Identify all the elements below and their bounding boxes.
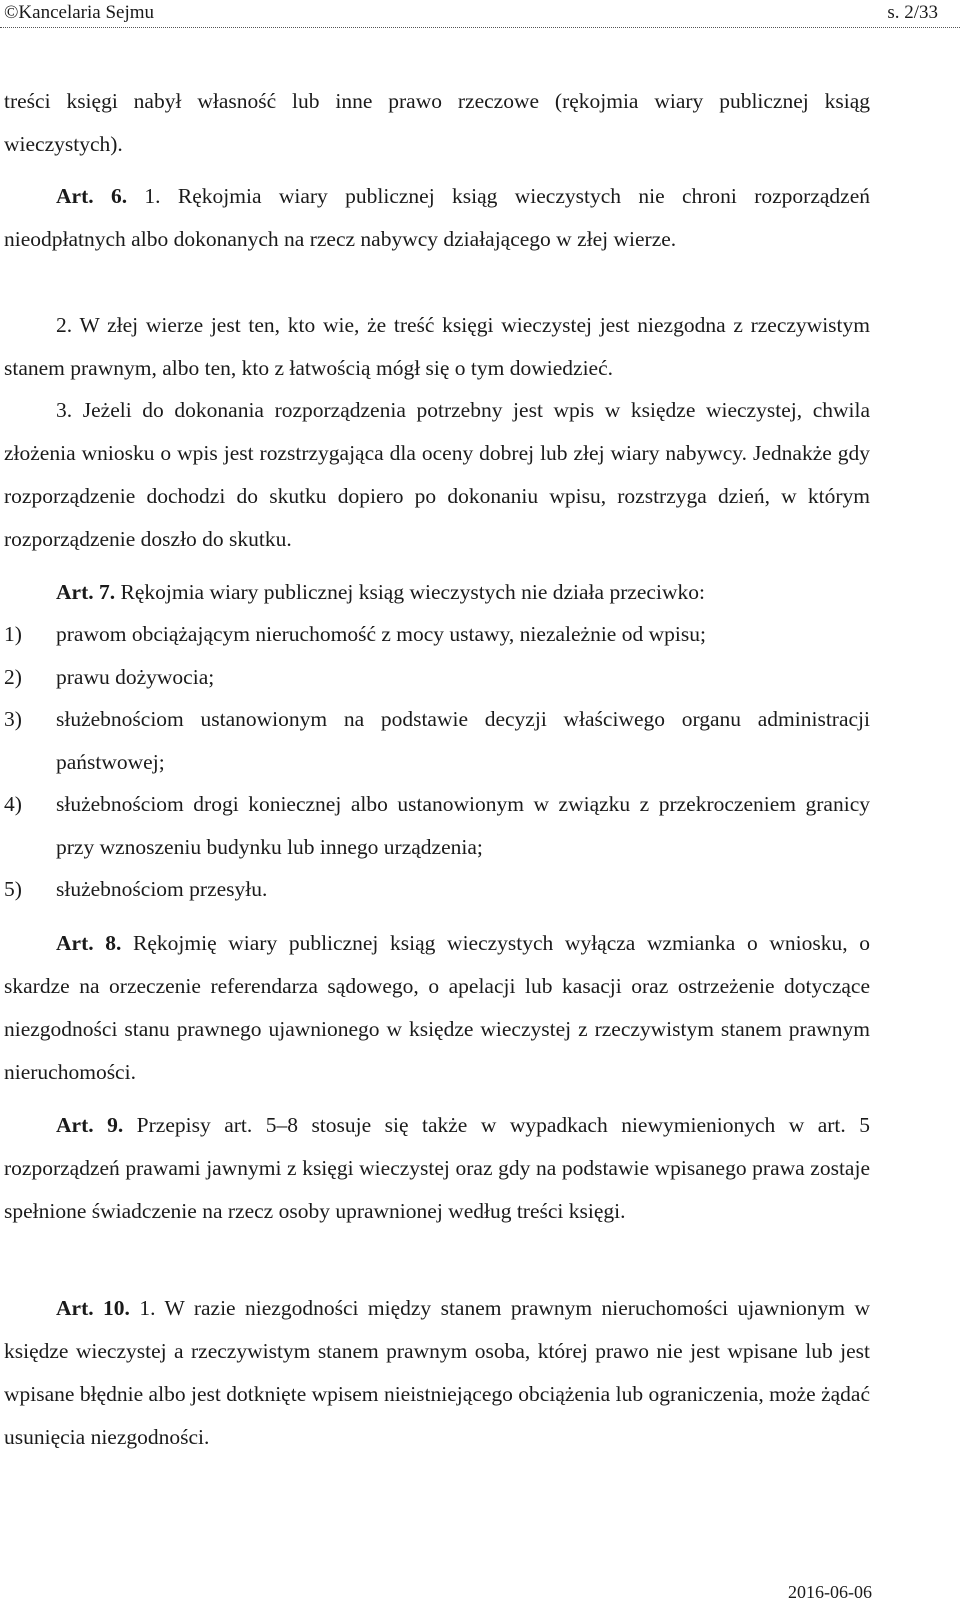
list-item-text: prawom obciążającym nieruchomość z mocy ustawy, niezależnie od wpisu; [56, 622, 706, 646]
article-10-text: 1. W razie niezgodności między stanem prawnym nieruchomości ujawnionym w księdze wieczystej a rzeczywistym stanem prawnym osoba, której prawo nie jest wpisane lub jest wpisane błędnie albo jest dotknięte wpisem nieistniejącego obciążenia lub ograniczenia, może żądać usunięcia niezgodności. [4, 1296, 870, 1449]
list-item-text: prawu dożywocia; [56, 665, 215, 689]
article-9-text: Przepisy art. 5–8 stosuje się także w wypadkach niewymienionych w art. 5 rozporządzeń prawami jawnymi z księgi wieczystej oraz gdy na podstawie wpisanego prawa zostaje spełnione świadczenie na rzecz osoby uprawnionej według treści księgi. [4, 1113, 870, 1223]
article-6-para-2: 2. W złej wierze jest ten, kto wie, że treść księgi wieczystej jest niezgodna z rzeczywistym stanem prawnym, albo ten, kto z łatwością mógł się o tym dowiedzieć. [4, 313, 870, 380]
document-date: 2016-06-06 [788, 1582, 872, 1602]
list-item [4, 613, 870, 656]
article-8 [4, 922, 870, 1094]
list-item-text: służebnościom ustanowionym na podstawie decyzji właściwego organu administracji państwowej; [56, 707, 870, 774]
page-number: s. 2/33 [887, 2, 938, 23]
list-item-text: służebnościom drogi koniecznej albo ustanowionym w związku z przekroczeniem granicy przy wznoszeniu budynku lub innego urządzenia; [56, 792, 870, 859]
list-item-number: 1) [4, 622, 22, 646]
list-item-number: 5) [4, 877, 22, 901]
article-6-para-3: 3. Jeżeli do dokonania rozporządzenia potrzebny jest wpis w księdze wieczystej, chwila złożenia wniosku o wpis jest rozstrzygająca dla oceny dobrej lub złej wiary nabywcy. Jednakże gdy rozporządzenie dochodzi do skutku dopiero po dokonaniu wpisu, rozstrzyga dzień, w którym rozporządzenie doszło do skutku. [4, 398, 870, 551]
header-publisher: ©Kancelaria Sejmu [4, 2, 155, 23]
article-9-label: Art. 9. [56, 1113, 124, 1137]
article-6-label: Art. 6. [56, 184, 128, 208]
header-divider [0, 27, 960, 28]
article-7-label: Art. 7. [56, 580, 116, 604]
article-10-label: Art. 10. [56, 1296, 130, 1320]
list-item [4, 868, 870, 911]
list-item-number: 3) [4, 707, 22, 731]
list-item [4, 656, 870, 699]
article-9 [4, 1104, 870, 1233]
article-7-intro [4, 571, 870, 614]
article-8-text: Rękojmię wiary publicznej ksiąg wieczystych wyłącza wzmianka o wniosku, o skardze na orzeczenie referendarza sądowego, o apelacji lub kasacji oraz ostrzeżenie dotyczące niezgodności stanu prawnego ujawnionego w księdze wieczystej z rzeczywistym stanem prawnym nieruchomości. [4, 931, 870, 1084]
list-item [4, 698, 870, 784]
list-item-number: 2) [4, 665, 22, 689]
paragraph-continuation: treści księgi nabył własność lub inne prawo rzeczowe (rękojmia wiary publicznej ksiąg wieczystych). [4, 89, 870, 156]
article-10 [4, 1287, 870, 1459]
article-7-text: Rękojmia wiary publicznej ksiąg wieczystych nie działa przeciwko: [115, 580, 705, 604]
article-8-label: Art. 8. [56, 931, 122, 955]
article-6-text: 1. Rękojmia wiary publicznej ksiąg wieczystych nie chroni rozporządzeń nieodpłatnych albo dokonanych na rzecz nabywcy działającego w złej wierze. [4, 184, 870, 251]
article-6-para-1 [4, 175, 870, 261]
list-item-number: 4) [4, 792, 22, 816]
list-item-text: służebnościom przesyłu. [56, 877, 268, 901]
list-item [4, 783, 870, 869]
